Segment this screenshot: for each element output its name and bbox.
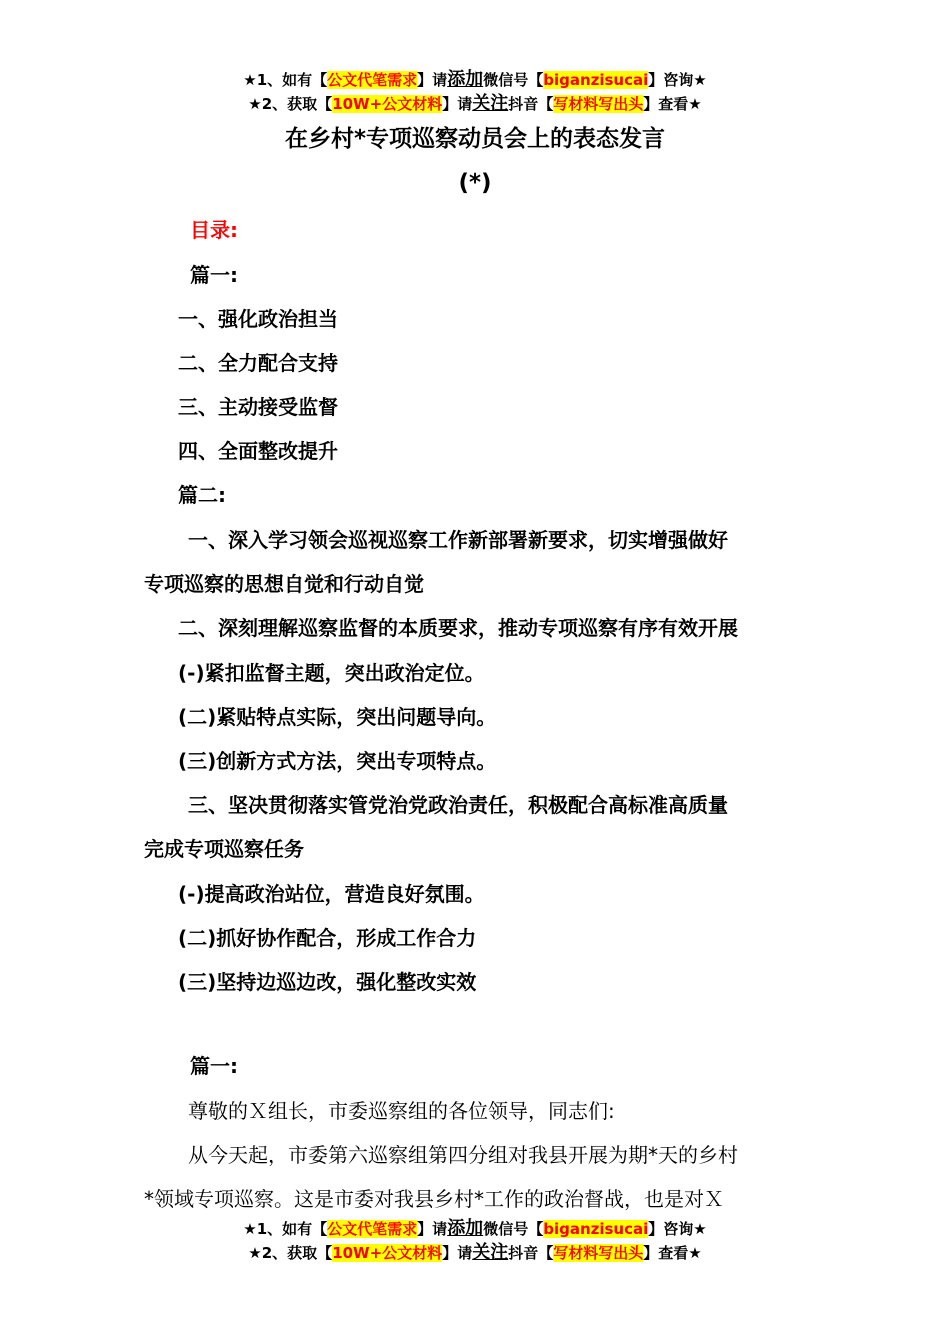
promo-highlight: biganzisucai [543, 1220, 649, 1238]
promo-underline: 关注 [472, 93, 509, 114]
toc-subitem: (-)紧扣监督主题，突出政治定位。 [178, 661, 485, 685]
promo-underline: 添加 [447, 69, 484, 90]
document-title: 在乡村*专项巡察动员会上的表态发言 [284, 126, 666, 152]
toc-item: 一、强化政治担当 [178, 307, 338, 331]
promo-highlight: 写材料写出头 [553, 95, 644, 113]
promo-highlight: 公文代笔需求 [327, 1220, 418, 1238]
toc-item-cont: 完成专项巡察任务 [144, 837, 304, 861]
promo-text: 】请 [442, 1244, 473, 1262]
toc-item-cont: 专项巡察的思想自觉和行动自觉 [144, 572, 424, 596]
promo-line-1 [0, 69, 950, 91]
salutation: 尊敬的Ｘ组长，市委巡察组的各位领导，同志们: [188, 1099, 615, 1123]
promo-text: 】请 [417, 1220, 448, 1238]
toc-item: 四、全面整改提升 [178, 439, 338, 463]
promo-text: 抖音【 [508, 1244, 554, 1262]
promo-highlight: biganzisucai [543, 71, 649, 89]
promo-underline: 关注 [472, 1242, 509, 1263]
toc-item: 二、全力配合支持 [178, 351, 338, 375]
part2-heading: 篇二: [178, 483, 226, 507]
toc-subitem: (三)创新方式方法，突出专项特点。 [178, 749, 497, 773]
promo-text: ★2、获取【 [248, 95, 333, 113]
promo-text: 】请 [417, 71, 448, 89]
promo-text: 】请 [442, 95, 473, 113]
promo-text: 】查看★ [643, 95, 702, 113]
promo-text: 抖音【 [508, 95, 554, 113]
promo-highlight: 10W+公文材料 [332, 95, 443, 113]
promo-underline: 添加 [447, 1218, 484, 1239]
part1-heading: 篇一: [190, 263, 238, 287]
toc-label: 目录: [190, 218, 238, 242]
promo-text: 】咨询★ [648, 71, 707, 89]
promo-text: ★2、获取【 [248, 1244, 333, 1262]
toc-item: 一、深入学习领会巡视巡察工作新部署新要求，切实增强做好 [188, 528, 728, 552]
document-subtitle: (*) [458, 170, 492, 196]
promo-text: 微信号【 [483, 71, 544, 89]
promo-text: 微信号【 [483, 1220, 544, 1238]
toc-item: 三、主动接受监督 [178, 395, 338, 419]
toc-item: 三、坚决贯彻落实管党治党政治责任，积极配合高标准高质量 [188, 793, 728, 817]
promo-line-1 [0, 1218, 950, 1240]
toc-subitem: (二)紧贴特点实际，突出问题导向。 [178, 705, 497, 729]
promo-highlight: 10W+公文材料 [332, 1244, 443, 1262]
body-paragraph-cont: *领域专项巡察。这是市委对我县乡村*工作的政治督战，也是对Ｘ [144, 1187, 724, 1211]
body-heading: 篇一: [190, 1054, 238, 1078]
promo-text: 】查看★ [643, 1244, 702, 1262]
body-paragraph: 从今天起，市委第六巡察组第四分组对我县开展为期*天的乡村 [188, 1143, 738, 1167]
toc-item: 二、深刻理解巡察监督的本质要求，推动专项巡察有序有效开展 [178, 616, 738, 640]
toc-subitem: (三)坚持边巡边改，强化整改实效 [178, 970, 477, 994]
toc-subitem: (-)提高政治站位，营造良好氛围。 [178, 882, 485, 906]
toc-subitem: (二)抓好协作配合，形成工作合力 [178, 926, 477, 950]
promo-text: 】咨询★ [648, 1220, 707, 1238]
promo-highlight: 写材料写出头 [553, 1244, 644, 1262]
promo-text: ★1、如有【 [243, 71, 328, 89]
promo-text: ★1、如有【 [243, 1220, 328, 1238]
promo-line-2 [0, 93, 950, 115]
promo-highlight: 公文代笔需求 [327, 71, 418, 89]
promo-line-2 [0, 1242, 950, 1264]
